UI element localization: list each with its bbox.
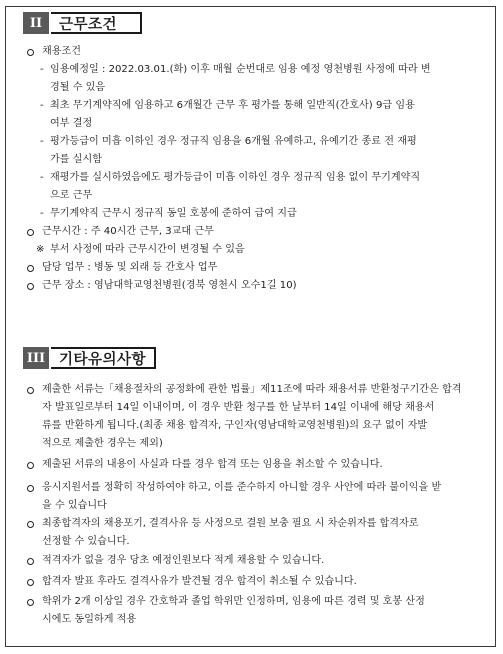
s3-line-1: 자 발표일로부터 14일 이내이며, 이 경우 반환 청구를 한 날부터 14일 이내에 해당 채용서 bbox=[42, 402, 435, 413]
s2-line-0: 채용조건 bbox=[42, 46, 82, 57]
bullet-circle bbox=[27, 558, 34, 565]
s2-line-11: 부서 사정에 따라 근무시간이 변경될 수 있음 bbox=[50, 244, 245, 255]
bullet-circle bbox=[27, 579, 34, 586]
s3-line-10: 합격자 발표 후라도 결격사유가 발견될 경우 합격이 취소될 수 있습니다. bbox=[42, 576, 357, 587]
bullet-circle bbox=[27, 485, 34, 492]
s3-line-2: 류를 반환하게 됩니다.(최종 채용 합격자, 구인자(영남대학교영천병원)의 요구 없이 자발 bbox=[42, 420, 428, 431]
section-2-header bbox=[23, 12, 142, 34]
s3-line-11: 학위가 2개 이상일 경우 간호학과 졸업 학위만 인정하며, 임용에 따른 경력 및 호봉 산정 bbox=[42, 596, 425, 607]
dash-bullet: - bbox=[40, 172, 44, 183]
s3-line-3: 적으로 제출한 경우는 제외) bbox=[42, 438, 163, 449]
section-3-header bbox=[23, 347, 156, 369]
s3-line-8: 선정할 수 있습니다. bbox=[42, 536, 130, 547]
bullet-circle bbox=[27, 265, 34, 272]
s3-line-6: 을 수 있습니다 bbox=[42, 500, 107, 511]
bullet-circle bbox=[27, 462, 34, 469]
s2-line-8: 으로 근무 bbox=[50, 190, 93, 201]
dash-bullet: - bbox=[40, 100, 44, 111]
s2-line-3: 최초 무기계약직에 임용하고 6개월간 근무 후 평가를 통해 일반직(간호사) 9급 임용 bbox=[50, 100, 415, 111]
s2-line-12: 담당 업무 : 병동 및 외래 등 간호사 업무 bbox=[42, 262, 218, 273]
s2-line-4: 여부 결정 bbox=[50, 118, 93, 129]
section-2-title: 근무조건 bbox=[51, 12, 142, 34]
s2-line-2: 경될 수 있음 bbox=[50, 82, 106, 93]
bullet-circle bbox=[27, 387, 34, 394]
dash-bullet: - bbox=[40, 208, 44, 219]
section-3-title: 기타유의사항 bbox=[51, 347, 156, 369]
s2-line-7: 재평가를 실시하였음에도 평가등급이 미흡 이하인 경우 정규직 임용 없이 무기계약직 bbox=[50, 172, 421, 183]
s3-line-4: 제출된 서류의 내용이 사실과 다를 경우 합격 또는 임용을 취소할 수 있습니다. bbox=[42, 459, 383, 470]
s3-line-7: 최종합격자의 채용포기, 결격사유 등 사정으로 결원 보충 필요 시 차순위자를 합격자로 bbox=[42, 518, 419, 529]
s3-line-9: 적격자가 없을 경우 당초 예정인원보다 적게 채용할 수 있습니다. bbox=[42, 555, 325, 566]
s2-line-6: 가를 실시함 bbox=[50, 154, 102, 165]
bullet-circle bbox=[27, 521, 34, 528]
s2-line-9: 무기계약직 근무시 정규직 동일 호봉에 준하여 급여 지급 bbox=[50, 208, 297, 219]
s2-line-1: 임용예정일 : 2022.03.01.(화) 이후 매월 순번대로 임용 예정 영천병원 사정에 따라 변 bbox=[50, 64, 431, 75]
s3-line-12: 시에도 동일하게 적용 bbox=[42, 614, 137, 625]
bullet-circle bbox=[27, 599, 34, 606]
dash-bullet: - bbox=[40, 136, 44, 147]
document-page bbox=[5, 6, 496, 647]
bullet-circle bbox=[27, 229, 34, 236]
section-2-number: II bbox=[23, 12, 49, 34]
note-bullet: ※ bbox=[36, 244, 45, 255]
dash-bullet: - bbox=[40, 64, 44, 75]
section-3-number: III bbox=[23, 347, 49, 369]
s2-line-5: 평가등급이 미흡 이하인 경우 정규직 임용을 6개월 유예하고, 유예기간 종료 전 재평 bbox=[50, 136, 417, 147]
s3-line-5: 응시지원서를 정확히 작성하여야 하고, 이를 준수하지 아니할 경우 사안에 따라 불이익을 받 bbox=[42, 482, 442, 493]
s2-line-10: 근무시간 : 주 40시간 근무, 3교대 근무 bbox=[42, 226, 214, 237]
bullet-circle bbox=[27, 283, 34, 290]
bullet-circle bbox=[27, 49, 34, 56]
s2-line-13: 근무 장소 : 영남대학교영천병원(경북 영천시 오수1길 10) bbox=[42, 280, 297, 291]
s3-line-0: 제출한 서류는「채용절차의 공정화에 관한 법률」제11조에 따라 채용서류 반환청구기간은 합격 bbox=[42, 384, 462, 395]
